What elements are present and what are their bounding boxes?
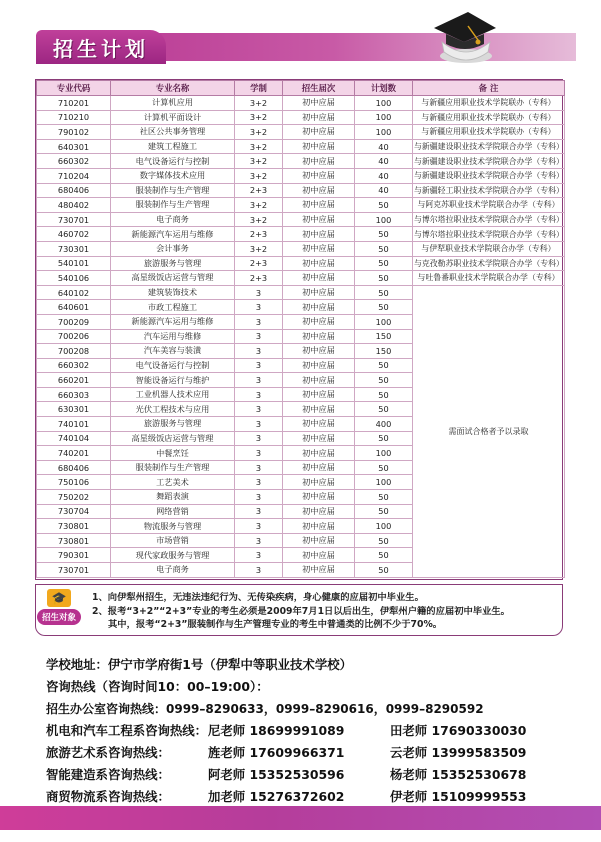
table-row (37, 285, 565, 300)
dept2-contact-b: 云老师 13999583509 (390, 745, 527, 760)
table-header-row (37, 81, 565, 96)
graduation-cap-icon (428, 6, 498, 66)
dept3-hotline (46, 764, 566, 786)
cell-level: 初中应届 (283, 168, 355, 183)
cell-level: 初中应届 (283, 329, 355, 344)
cell-name: 高星级饭店运营与管理 (111, 431, 235, 446)
cell-level: 初中应届 (283, 183, 355, 198)
dept4-contact-a: 加老师 15276372602 (208, 789, 345, 804)
cell-count: 50 (355, 256, 413, 271)
cell-level: 初中应届 (283, 96, 355, 111)
cell-name: 汽车运用与维修 (111, 329, 235, 344)
cell-count: 100 (355, 96, 413, 111)
cell-name: 建筑装饰技术 (111, 285, 235, 300)
enrollment-plan-table (35, 79, 563, 580)
cell-count: 50 (355, 227, 413, 242)
cell-count: 50 (355, 563, 413, 578)
cell-code: 640102 (37, 285, 111, 300)
cell-level: 初中应届 (283, 212, 355, 227)
dept3-label: 智能建造系咨询热线： (46, 767, 170, 782)
header-remark: 备 注 (413, 81, 565, 96)
cell-level: 初中应届 (283, 373, 355, 388)
cell-code: 730301 (37, 241, 111, 256)
table-row (37, 125, 565, 140)
cell-code: 480402 (37, 198, 111, 213)
dept1-contact-a: 尼老师 18699991089 (208, 723, 345, 738)
cell-code: 700209 (37, 314, 111, 329)
cell-code: 730701 (37, 212, 111, 227)
cell-years: 3 (235, 387, 283, 402)
cell-years: 3+2 (235, 241, 283, 256)
cell-name: 现代家政服务与管理 (111, 548, 235, 563)
cell-code: 790301 (37, 548, 111, 563)
cell-code: 460702 (37, 227, 111, 242)
cell-code: 540101 (37, 256, 111, 271)
cell-count: 40 (355, 168, 413, 183)
hotline-hours: 咨询热线（咨询时间10：00–19:00）： (46, 679, 269, 694)
cell-code: 740104 (37, 431, 111, 446)
cell-years: 3 (235, 417, 283, 432)
cell-remark: 与博尔塔拉职业技术学院联合办学（专科） (413, 212, 565, 227)
cell-count: 50 (355, 402, 413, 417)
cell-years: 3 (235, 504, 283, 519)
cell-level: 初中应届 (283, 563, 355, 578)
cell-years: 2+3 (235, 227, 283, 242)
cell-years: 3+2 (235, 212, 283, 227)
mortarboard-icon: 🎓 (47, 589, 71, 607)
cell-count: 100 (355, 446, 413, 461)
cell-years: 2+3 (235, 256, 283, 271)
cell-code: 630301 (37, 402, 111, 417)
cell-count: 50 (355, 285, 413, 300)
cell-count: 100 (355, 125, 413, 140)
cell-code: 640301 (37, 139, 111, 154)
note-line-2: 2、报考“3+2”“2+3”专业的考生必须是2009年7月1日以后出生，伊犁州户籍的应届初中毕业生。 (92, 605, 510, 617)
table-row (37, 212, 565, 227)
cell-code: 660201 (37, 373, 111, 388)
cell-name: 高星级饭店运营与管理 (111, 271, 235, 286)
cell-name: 建筑工程施工 (111, 139, 235, 154)
dept3-contact-b: 杨老师 15352530678 (390, 767, 527, 782)
cell-years: 2+3 (235, 183, 283, 198)
cell-level: 初中应届 (283, 431, 355, 446)
cell-level: 初中应届 (283, 154, 355, 169)
cell-level: 初中应届 (283, 139, 355, 154)
cell-years: 3+2 (235, 139, 283, 154)
cell-name: 服装制作与生产管理 (111, 198, 235, 213)
cell-name: 新能源汽车运用与维修 (111, 314, 235, 329)
cell-count: 40 (355, 154, 413, 169)
table-row (37, 96, 565, 111)
table-row (37, 139, 565, 154)
cell-count: 400 (355, 417, 413, 432)
dept1-hotline (46, 720, 566, 742)
cell-years: 3 (235, 460, 283, 475)
cell-count: 100 (355, 519, 413, 534)
cell-years: 3 (235, 285, 283, 300)
dept1-contact-b: 田老师 17690330030 (390, 723, 527, 738)
cell-name: 数字媒体技术应用 (111, 168, 235, 183)
cell-name: 服装制作与生产管理 (111, 460, 235, 475)
cell-code: 750106 (37, 475, 111, 490)
cell-name: 会计事务 (111, 241, 235, 256)
cell-years: 3 (235, 300, 283, 315)
header-years: 学制 (235, 81, 283, 96)
cell-name: 电子商务 (111, 563, 235, 578)
cell-code: 740101 (37, 417, 111, 432)
header-count: 计划数 (355, 81, 413, 96)
cell-name: 汽车美容与装潢 (111, 344, 235, 359)
header-tab (36, 30, 166, 64)
cell-count: 50 (355, 490, 413, 505)
cell-code: 660302 (37, 154, 111, 169)
notes-text (92, 591, 557, 632)
cell-count: 100 (355, 475, 413, 490)
cell-level: 初中应届 (283, 198, 355, 213)
cell-remark: 与新疆应用职业技术学院联办（专科） (413, 125, 565, 140)
cell-years: 3 (235, 344, 283, 359)
cell-name: 电子商务 (111, 212, 235, 227)
table-row (37, 227, 565, 242)
cell-name: 工业机器人技术应用 (111, 387, 235, 402)
cell-level: 初中应届 (283, 300, 355, 315)
cell-code: 730801 (37, 533, 111, 548)
cell-code: 660302 (37, 358, 111, 373)
cell-name: 计算机平面设计 (111, 110, 235, 125)
cell-name: 光伏工程技术与应用 (111, 402, 235, 417)
cell-level: 初中应届 (283, 417, 355, 432)
dept4-contact-b: 伊老师 15109999553 (390, 789, 527, 804)
cell-years: 3 (235, 329, 283, 344)
target-badge-label: 招生对象 (37, 609, 81, 625)
cell-level: 初中应届 (283, 314, 355, 329)
cell-years: 2+3 (235, 271, 283, 286)
cell-level: 初中应届 (283, 387, 355, 402)
cell-level: 初中应届 (283, 125, 355, 140)
cell-level: 初中应届 (283, 358, 355, 373)
dept2-hotline (46, 742, 566, 764)
cell-count: 50 (355, 533, 413, 548)
dept2-contact-a: 旌老师 17609966371 (208, 745, 345, 760)
cell-remark: 与新疆建设职业技术学院联合办学（专科） (413, 168, 565, 183)
cell-years: 3+2 (235, 154, 283, 169)
cell-code: 730704 (37, 504, 111, 519)
cell-remark: 与吐鲁番职业技术学院联合办学（专科） (413, 271, 565, 286)
footer-band (0, 806, 601, 830)
cell-years: 3+2 (235, 96, 283, 111)
table-row (37, 256, 565, 271)
table-row (37, 241, 565, 256)
cell-name: 计算机应用 (111, 96, 235, 111)
cell-remark: 与新疆建设职业技术学院联合办学（专科） (413, 154, 565, 169)
cell-remark: 与新疆建设职业技术学院联合办学（专科） (413, 139, 565, 154)
table-row (37, 271, 565, 286)
table-row (37, 198, 565, 213)
cell-years: 3+2 (235, 168, 283, 183)
note-line-1: 1、向伊犁州招生，无违法违纪行为、无传染疾病，身心健康的应届初中毕业生。 (92, 592, 424, 603)
cell-name: 市场营销 (111, 533, 235, 548)
cell-count: 150 (355, 344, 413, 359)
cell-years: 3 (235, 358, 283, 373)
cell-count: 50 (355, 358, 413, 373)
cell-count: 50 (355, 387, 413, 402)
cell-name: 新能源汽车运用与维修 (111, 227, 235, 242)
cell-level: 初中应届 (283, 490, 355, 505)
cell-count: 50 (355, 373, 413, 388)
cell-count: 50 (355, 504, 413, 519)
cell-count: 50 (355, 241, 413, 256)
cell-years: 3 (235, 446, 283, 461)
header-level: 招生届次 (283, 81, 355, 96)
cell-level: 初中应届 (283, 256, 355, 271)
cell-years: 3+2 (235, 125, 283, 140)
cell-name: 服装制作与生产管理 (111, 183, 235, 198)
cell-level: 初中应届 (283, 344, 355, 359)
admissions-office-hotline: 招生办公室咨询热线：0999–8290633，0999–8290616，0999–8290592 (46, 702, 484, 716)
cell-level: 初中应届 (283, 446, 355, 461)
dept3-contact-a: 阿老师 15352530596 (208, 767, 345, 782)
cell-count: 100 (355, 314, 413, 329)
note-line-3: 其中，报考“2+3”服装制作与生产管理专业的考生中普通类的比例不少于70%。 (108, 619, 443, 630)
cell-count: 40 (355, 183, 413, 198)
cell-code: 750202 (37, 490, 111, 505)
cell-years: 3 (235, 563, 283, 578)
cell-count: 50 (355, 548, 413, 563)
cell-code: 710201 (37, 96, 111, 111)
cell-code: 700206 (37, 329, 111, 344)
cell-name: 社区公共事务管理 (111, 125, 235, 140)
cell-level: 初中应届 (283, 110, 355, 125)
table-row (37, 110, 565, 125)
cell-remark: 与克孜勒苏职业技术学院联合办学（专科） (413, 256, 565, 271)
dept1-label: 机电和汽车工程系咨询热线： (46, 723, 208, 738)
cell-count: 100 (355, 212, 413, 227)
plan-table (36, 80, 565, 578)
cell-count: 100 (355, 110, 413, 125)
cell-remark: 与博尔塔拉职业技术学院联合办学（专科） (413, 227, 565, 242)
cell-name: 市政工程施工 (111, 300, 235, 315)
cell-name: 旅游服务与管理 (111, 256, 235, 271)
cell-years: 3 (235, 314, 283, 329)
cell-years: 3 (235, 402, 283, 417)
cell-years: 3 (235, 519, 283, 534)
cell-code: 640601 (37, 300, 111, 315)
contact-section (46, 654, 566, 808)
cell-years: 3 (235, 431, 283, 446)
table-row (37, 183, 565, 198)
cell-code: 740201 (37, 446, 111, 461)
cell-remark: 与阿克苏职业技术学院联合办学（专科） (413, 198, 565, 213)
cell-level: 初中应届 (283, 519, 355, 534)
cell-code: 790102 (37, 125, 111, 140)
cell-years: 3 (235, 373, 283, 388)
cell-code: 680406 (37, 183, 111, 198)
cell-years: 3 (235, 475, 283, 490)
cell-level: 初中应届 (283, 285, 355, 300)
page-title: 招生计划 (53, 36, 149, 61)
cell-count: 50 (355, 198, 413, 213)
cell-level: 初中应届 (283, 504, 355, 519)
cell-count: 50 (355, 271, 413, 286)
dept2-label: 旅游艺术系咨询热线： (46, 745, 170, 760)
cell-name: 智能设备运行与维护 (111, 373, 235, 388)
cell-name: 网络营销 (111, 504, 235, 519)
cell-level: 初中应届 (283, 475, 355, 490)
cell-code: 730701 (37, 563, 111, 578)
cell-name: 中餐烹饪 (111, 446, 235, 461)
school-address: 学校地址：伊宁市学府街1号（伊犁中等职业技术学校） (46, 657, 352, 672)
cell-code: 680406 (37, 460, 111, 475)
cell-code: 710204 (37, 168, 111, 183)
header-code: 专业代码 (37, 81, 111, 96)
dept4-hotline (46, 786, 566, 808)
enrollment-target-notes (35, 584, 563, 636)
dept4-label: 商贸物流系咨询热线： (46, 789, 170, 804)
cell-remark: 与新疆轻工职业技术学院联合办学（专科） (413, 183, 565, 198)
cell-remark-merged: 需面试合格者予以录取 (413, 285, 565, 577)
cell-level: 初中应届 (283, 227, 355, 242)
table-row (37, 168, 565, 183)
cell-level: 初中应届 (283, 548, 355, 563)
cell-level: 初中应届 (283, 241, 355, 256)
cell-code: 710210 (37, 110, 111, 125)
cell-years: 3+2 (235, 198, 283, 213)
cell-name: 旅游服务与管理 (111, 417, 235, 432)
cell-count: 40 (355, 139, 413, 154)
table-row (37, 154, 565, 169)
cell-years: 3+2 (235, 110, 283, 125)
cell-level: 初中应届 (283, 402, 355, 417)
cell-years: 3 (235, 548, 283, 563)
cell-code: 660303 (37, 387, 111, 402)
cell-name: 电气设备运行与控制 (111, 154, 235, 169)
cell-remark: 与伊犁职业技术学院联合办学（专科） (413, 241, 565, 256)
cell-level: 初中应届 (283, 533, 355, 548)
cell-years: 3 (235, 533, 283, 548)
cell-code: 540106 (37, 271, 111, 286)
cell-count: 150 (355, 329, 413, 344)
cell-name: 工艺美术 (111, 475, 235, 490)
cell-years: 3 (235, 490, 283, 505)
cell-code: 700208 (37, 344, 111, 359)
cell-name: 电气设备运行与控制 (111, 358, 235, 373)
header-name: 专业名称 (111, 81, 235, 96)
cell-remark: 与新疆应用职业技术学院联办（专科） (413, 96, 565, 111)
cell-count: 50 (355, 431, 413, 446)
cell-level: 初中应届 (283, 460, 355, 475)
cell-name: 物流服务与管理 (111, 519, 235, 534)
cell-count: 50 (355, 300, 413, 315)
cell-code: 730801 (37, 519, 111, 534)
cell-count: 50 (355, 460, 413, 475)
cell-name: 舞蹈表演 (111, 490, 235, 505)
cell-level: 初中应届 (283, 271, 355, 286)
target-badge (34, 589, 84, 633)
cell-remark: 与新疆应用职业技术学院联办（专科） (413, 110, 565, 125)
